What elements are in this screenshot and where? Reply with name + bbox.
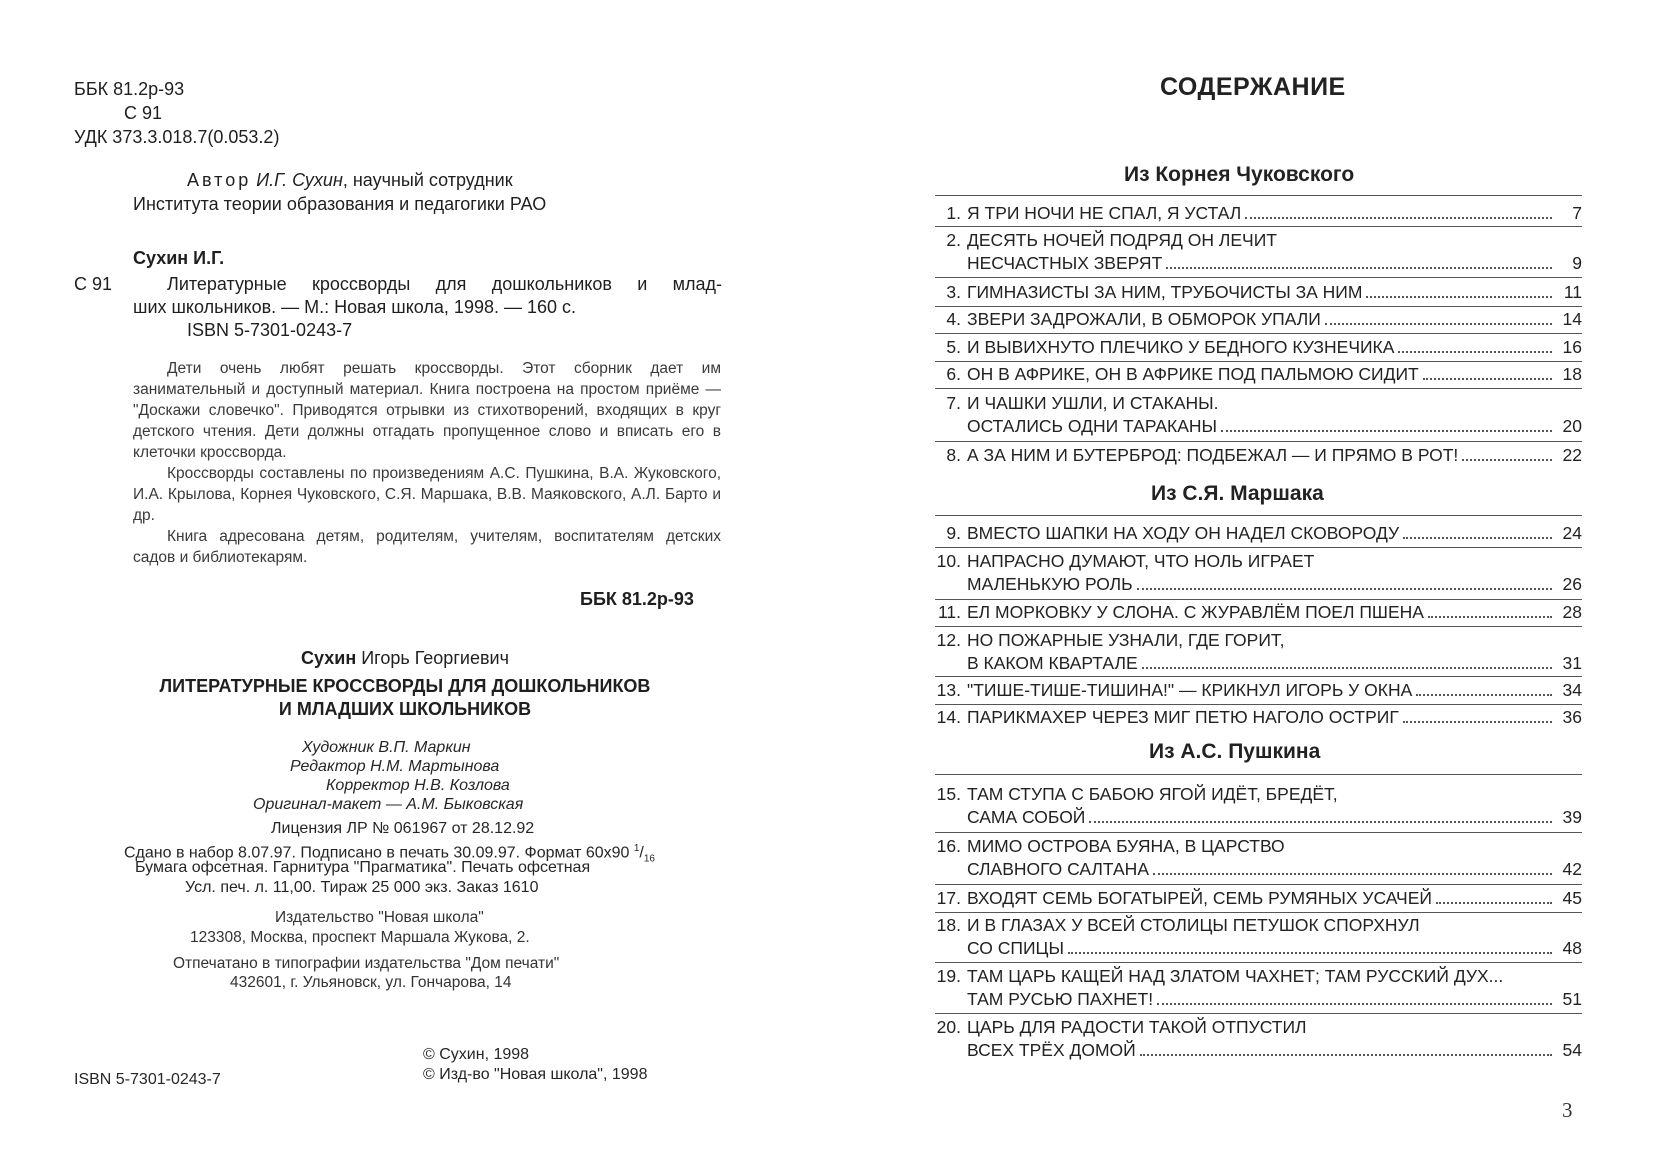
credit-layout: Оригинал-макет — А.М. Быковская [253, 796, 524, 813]
entry-page: 45 [1562, 888, 1582, 908]
toc-entry [935, 445, 1582, 468]
copyright-publisher: © Изд-во "Новая школа", 1998 [423, 1066, 648, 1083]
entry-title-continuation: ТАМ РУСЬЮ ПАХНЕТ! [967, 989, 1154, 1009]
toc-entry [935, 337, 1582, 360]
leader-dots [1403, 537, 1552, 539]
section-title: Из А.С. Пушкина [1149, 740, 1321, 763]
section-divider [935, 195, 1582, 196]
toc-entry [935, 309, 1582, 332]
entry-page: 11 [1563, 282, 1582, 302]
print-line2: Бумага офсетная. Гарнитура "Прагматика". Печать офсетная [135, 859, 591, 876]
leader-dots [1157, 1003, 1552, 1005]
imprint-surname: Сухин [301, 648, 357, 668]
imprint-author [110, 648, 700, 669]
leader-dots [1068, 952, 1552, 954]
entry-number: 4. [946, 309, 961, 329]
toc-entry [935, 966, 1582, 1012]
annotation-paragraph: Дети очень любят решать кроссворды. Этот сборник дает им занимательный и доступный материал. Книга построена на простом приёме — "Доскажи словечко". Приводятся отрывки из стихотворений, входящих в круг детского чтения. Дети должны отгадать пропущенное слово и вписать его в клеточки кроссворда. [133, 360, 721, 461]
entry-page: 54 [1562, 1040, 1582, 1060]
entry-number: 7. [946, 393, 961, 413]
entry-title-continuation: ОСТАЛИСЬ ОДНИ ТАРАКАНЫ [967, 416, 1217, 436]
entry-divider [935, 306, 1582, 307]
entry-page: 18 [1562, 364, 1582, 384]
author-label: Автор [187, 170, 252, 190]
toc-entry [935, 523, 1582, 546]
entry-number: 13. [936, 680, 961, 700]
entry-divider [935, 361, 1582, 362]
entry-page: 7 [1572, 203, 1582, 223]
entry-title-continuation: МАЛЕНЬКУЮ РОЛЬ [967, 574, 1133, 594]
bbk-code: ББК 81.2р-93 [74, 79, 185, 99]
leader-dots [1140, 1054, 1552, 1056]
license-line: Лицензия ЛР № 061967 от 28.12.92 [271, 820, 535, 837]
entry-page: 42 [1562, 859, 1582, 879]
credit-corrector: Корректор Н.В. Козлова [326, 777, 510, 794]
page-number: 3 [1562, 1098, 1573, 1122]
leader-dots [1153, 873, 1552, 875]
toc-entry [935, 551, 1582, 597]
author-institute: Института теории образования и педагогики РАО [133, 194, 547, 214]
leader-dots [1221, 430, 1552, 432]
leader-dots [1142, 667, 1552, 669]
entry-divider [935, 912, 1582, 913]
toc-entry [935, 630, 1582, 676]
entry-number: 18. [936, 915, 961, 935]
entry-page: 20 [1562, 416, 1582, 436]
toc-entry [935, 602, 1582, 625]
entry-title: ОН В АФРИКЕ, ОН В АФРИКЕ ПОД ПАЛЬМОЮ СИДИТ [967, 364, 1419, 384]
toc-entry [935, 203, 1582, 226]
catalog-title-line1: Литературные кроссворды для дошкольников и млад- [167, 274, 722, 294]
entry-title: А ЗА НИМ И БУТЕРБРОД: ПОДБЕЖАЛ — И ПРЯМО В РОТ! [967, 445, 1459, 465]
entry-title: ПАРИКМАХЕР ЧЕРЕЗ МИГ ПЕТЮ НАГОЛО ОСТРИГ [967, 707, 1399, 727]
entry-number: 17. [936, 888, 961, 908]
leader-dots [1416, 694, 1552, 696]
isbn-bottom: ISBN 5-7301-0243-7 [74, 1071, 221, 1088]
entry-divider [935, 1013, 1582, 1014]
entry-title: ТАМ СТУПА С БАБОЮ ЯГОЙ ИДЁТ, БРЕДЁТ, [967, 784, 1338, 804]
format-denominator: 16 [643, 853, 655, 865]
entry-divider [935, 333, 1582, 334]
entry-title: ТАМ ЦАРЬ КАЩЕЙ НАД ЗЛАТОМ ЧАХНЕТ; ТАМ РУССКИЙ ДУХ... [967, 966, 1504, 986]
entry-divider [935, 704, 1582, 705]
annotation [133, 358, 721, 568]
imprint-given-names: Игорь Георгиевич [361, 648, 509, 668]
leader-dots [1089, 821, 1552, 823]
entry-divider [935, 226, 1582, 227]
leader-dots [1428, 616, 1552, 618]
entry-title: ЗВЕРИ ЗАДРОЖАЛИ, В ОБМОРОК УПАЛИ [967, 309, 1321, 329]
toc-entry [935, 680, 1582, 703]
entry-number: 2. [946, 230, 961, 250]
entry-page: 51 [1562, 989, 1582, 1009]
entry-page: 48 [1562, 938, 1582, 958]
entry-title: И ВЫВИХНУТО ПЛЕЧИКО У БЕДНОГО КУЗНЕЧИКА [967, 337, 1395, 357]
entry-title: "ТИШЕ-ТИШЕ-ТИШИНА!" — КРИКНУЛ ИГОРЬ У ОКНА [967, 680, 1413, 700]
entry-title-continuation: СЛАВНОГО САЛТАНА [967, 859, 1149, 879]
entry-divider [935, 884, 1582, 885]
entry-title-continuation: ВСЕХ ТРЁХ ДОМОЙ [967, 1040, 1136, 1060]
entry-page: 26 [1562, 574, 1582, 594]
imprint-title-line1: ЛИТЕРАТУРНЫЕ КРОССВОРДЫ ДЛЯ ДОШКОЛЬНИКОВ [159, 676, 651, 696]
entry-title: Я ТРИ НОЧИ НЕ СПАЛ, Я УСТАЛ [967, 203, 1242, 223]
leader-dots [1423, 378, 1552, 380]
printer-name: Отпечатано в типографии издательства "Дом печати" [173, 955, 560, 972]
section-divider [935, 515, 1582, 516]
entry-title-continuation: СО СПИЦЫ [967, 938, 1064, 958]
copyright-author: © Сухин, 1998 [423, 1046, 530, 1063]
entry-title: ВХОДЯТ СЕМЬ БОГАТЫРЕЙ, СЕМЬ РУМЯНЫХ УСАЧЕЙ [967, 888, 1432, 908]
entry-number: 16. [936, 836, 961, 856]
printer-address: 432601, г. Ульяновск, ул. Гончарова, 14 [230, 974, 512, 991]
entry-title-continuation: В КАКОМ КВАРТАЛЕ [967, 653, 1138, 673]
toc-title: СОДЕРЖАНИЕ [1160, 73, 1346, 101]
entry-page: 36 [1562, 707, 1582, 727]
entry-page: 16 [1562, 337, 1582, 357]
leader-dots [1398, 351, 1552, 353]
toc-entry [935, 364, 1582, 387]
entry-title-continuation: САМА СОБОЙ [967, 807, 1086, 827]
format-numerator: 1 [633, 843, 640, 854]
entry-page: 14 [1562, 309, 1582, 329]
imprint-title-line2: И МЛАДШИХ ШКОЛЬНИКОВ [278, 699, 532, 719]
entry-number: 5. [946, 337, 961, 357]
entry-number: 8. [946, 445, 961, 465]
entry-title: НАПРАСНО ДУМАЮТ, ЧТО НОЛЬ ИГРАЕТ [967, 551, 1315, 571]
entry-divider [935, 441, 1582, 442]
section-title: Из С.Я. Маршака [1151, 482, 1324, 505]
entry-number: 15. [936, 784, 961, 804]
entry-number: 14. [936, 707, 961, 727]
catalog-author: Сухин И.Г. [133, 248, 225, 268]
credit-editor: Редактор Н.М. Мартынова [290, 758, 500, 775]
leader-dots [1462, 459, 1552, 461]
entry-number: 20. [936, 1017, 961, 1037]
entry-page: 9 [1572, 253, 1582, 273]
entry-page: 34 [1562, 680, 1582, 700]
annotation-paragraph: Кроссворды составлены по произведениям А.С. Пушкина, В.А. Жуковского, И.А. Крылова, Корнея Чуковского, С.Я. Маршака, В.В. Маяковского, А.Л. Барто и др. [133, 465, 721, 524]
toc-entry [935, 230, 1582, 276]
entry-title: ЦАРЬ ДЛЯ РАДОСТИ ТАКОЙ ОТПУСТИЛ [967, 1017, 1307, 1037]
entry-title: ВМЕСТО ШАПКИ НА ХОДУ ОН НАДЕЛ СКОВОРОДУ [967, 523, 1400, 543]
entry-number: 6. [946, 364, 961, 384]
entry-title: НО ПОЖАРНЫЕ УЗНАЛИ, ГДЕ ГОРИТ, [967, 630, 1285, 650]
leader-dots [1166, 267, 1552, 269]
entry-page: 39 [1562, 807, 1582, 827]
entry-divider [935, 626, 1582, 627]
leader-dots [1366, 296, 1552, 298]
author-role: , научный сотрудник [342, 170, 513, 190]
section-title: Из Корнея Чуковского [1124, 163, 1355, 186]
entry-title: ЕЛ МОРКОВКУ У СЛОНА. С ЖУРАВЛЁМ ПОЕЛ ПШЕНА [967, 602, 1424, 622]
leader-dots [1245, 217, 1552, 219]
toc-entry [935, 282, 1582, 305]
udk-code: УДК 373.3.018.7(0.053.2) [74, 127, 280, 147]
entry-title: И ЧАШКИ УШЛИ, И СТАКАНЫ. [967, 393, 1219, 413]
section-divider [935, 774, 1582, 775]
publisher-address: 123308, Москва, проспект Маршала Жукова, 2. [190, 929, 530, 946]
entry-page: 28 [1562, 602, 1582, 622]
author-line [187, 170, 513, 191]
entry-number: 10. [936, 551, 961, 571]
entry-divider [935, 277, 1582, 278]
entry-number: 11. [937, 602, 961, 622]
entry-page: 22 [1562, 445, 1582, 465]
print-line3: Усл. печ. л. 11,00. Тираж 25 000 экз. Заказ 1610 [185, 879, 539, 896]
annotation-paragraph: Книга адресована детям, родителям, учителям, воспитателям детских садов и библиотекарям. [133, 528, 721, 566]
c91-code: С 91 [124, 103, 163, 123]
entry-title: ГИМНАЗИСТЫ ЗА НИМ, ТРУБОЧИСТЫ ЗА НИМ [967, 282, 1363, 302]
credit-artist: Художник В.П. Маркин [302, 739, 471, 756]
entry-divider [935, 388, 1582, 389]
print-line1: Сдано в набор 8.07.97. Подписано в печать 30.09.97. Формат 60х90 $^1/_{16}$ [124, 843, 655, 865]
toc-entry [935, 915, 1582, 961]
entry-number: 3. [946, 282, 961, 302]
leader-dots [1137, 588, 1552, 590]
toc-entry [935, 707, 1582, 730]
entry-page: 31 [1562, 653, 1582, 673]
entry-title: И В ГЛАЗАХ У ВСЕЙ СТОЛИЦЫ ПЕТУШОК СПОРХНУЛ [967, 915, 1420, 935]
entry-title-continuation: НЕСЧАСТНЫХ ЗВЕРЯТ [967, 253, 1163, 273]
entry-number: 1. [946, 203, 961, 223]
entry-page: 24 [1562, 523, 1582, 543]
leader-dots [1325, 323, 1552, 325]
catalog-title-line2: ших школьников. — М.: Новая школа, 1998. — 160 с. [133, 297, 577, 317]
toc-entry [935, 1017, 1582, 1063]
entry-divider [935, 962, 1582, 963]
entry-number: 12. [936, 630, 961, 650]
entry-title: МИМО ОСТРОВА БУЯНА, В ЦАРСТВО [967, 836, 1285, 856]
toc-entry [935, 784, 1582, 830]
entry-number: 19. [936, 966, 961, 986]
leader-dots [1403, 721, 1552, 723]
entry-number: 9. [946, 523, 961, 543]
author-name: И.Г. Сухин [256, 170, 343, 190]
toc-entry [935, 888, 1582, 911]
bbk-footer: ББК 81.2р-93 [580, 589, 694, 609]
leader-dots [1436, 902, 1552, 904]
print-line1-text: Сдано в набор 8.07.97. Подписано в печать 30.09.97. Формат 60х90 [124, 844, 630, 862]
entry-divider [935, 832, 1582, 833]
entry-divider [935, 547, 1582, 548]
entry-title: ДЕСЯТЬ НОЧЕЙ ПОДРЯД ОН ЛЕЧИТ [967, 230, 1277, 250]
toc-entry [935, 393, 1582, 439]
call-number: С 91 [74, 274, 113, 294]
entry-divider [935, 599, 1582, 600]
publisher-name: Издательство "Новая школа" [275, 909, 484, 926]
catalog-isbn: ISBN 5-7301-0243-7 [187, 320, 353, 340]
toc-entry [935, 836, 1582, 882]
entry-divider [935, 676, 1582, 677]
